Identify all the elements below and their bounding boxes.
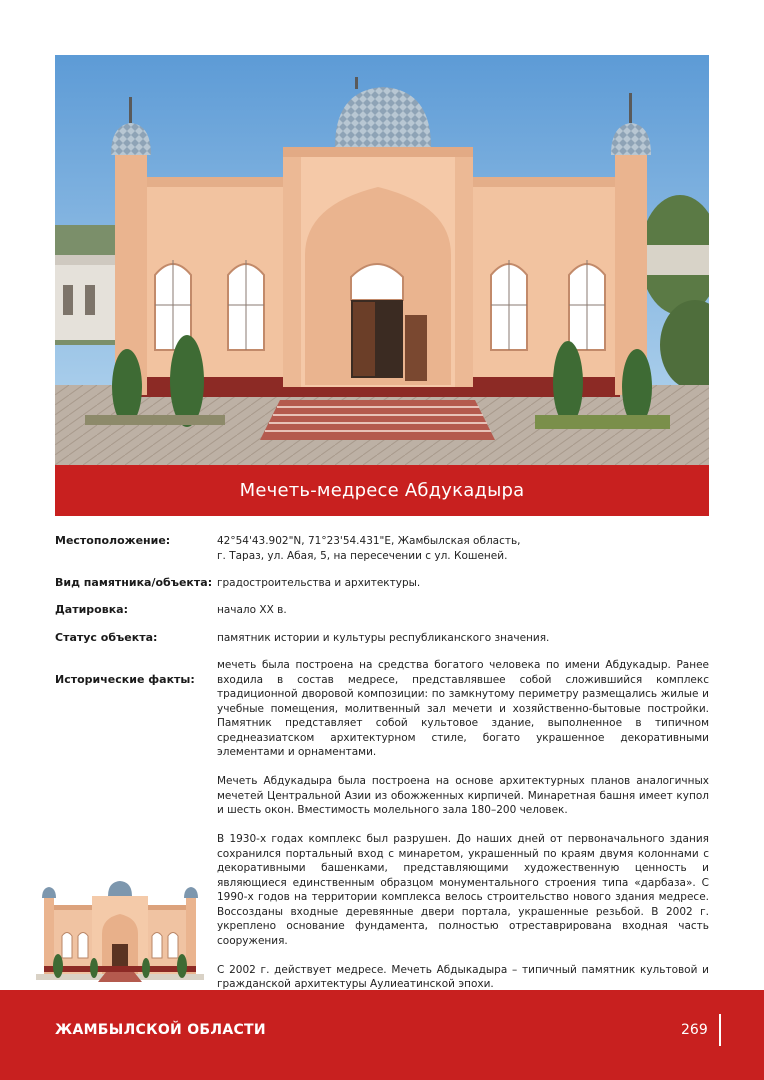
location-value — [217, 534, 709, 563]
page-title-band — [55, 465, 709, 516]
monument-type-value: градостроительства и архитектуры. — [217, 577, 421, 589]
location-line-2: г. Тараз, ул. Абая, 5, на пересечении с ул. Кошеней. — [217, 549, 508, 562]
page-number: 269 — [681, 1022, 708, 1038]
facts-paragraph: Мечеть Абдукадыра была построена на основе архитектурных планов аналогичных мечетей Центральной Азии из обожженных кирпичей. Минаретная башня имеет купол и шесть окон. Вместимость молельного зала 180–200 человек. — [217, 775, 709, 816]
facts-paragraph: С 2002 г. действует медресе. Мечеть Абдыкадыра – типичный памятник культовой и гражданской архитектуры Аулиеатинской эпохи. — [217, 963, 709, 990]
status-label: Статус объекта: — [55, 631, 158, 644]
mosque-illustration — [36, 878, 204, 982]
status-value: памятник истории и культуры республиканского значения. — [217, 632, 550, 644]
historical-facts-text — [217, 658, 709, 1006]
footer-divider — [719, 1014, 721, 1046]
mosque-photo-illustration — [55, 55, 709, 465]
historical-facts-label: Исторические факты: — [55, 673, 195, 686]
mosque-photo — [55, 55, 709, 465]
page-title: Мечеть-медресе Абдукадыра — [239, 480, 525, 501]
footer-region-title: ЖАМБЫЛСКОЙ ОБЛАСТИ — [55, 1022, 266, 1038]
facts-paragraph: В 1930-х годах комплекс был разрушен. До наших дней от первоначального здания сохранился портальный вход с минаретом, украшенный по краям двумя колоннами с декоративными башенками, представляющими художественную ценность и являющиеся единственным образцом монументального строения типа «дарбаза». С 1990-х годов на территории комплекса велось строительство нового здания медресе. Воссозданы входные деревянные двери портала, украшенные резьбой. В 2002 г. укреплено основание фундамента, полностью отреставрирована входная часть сооружения. — [217, 833, 709, 947]
monument-type-label: Вид памятника/объекта: — [55, 576, 213, 589]
location-label: Местоположение: — [55, 534, 171, 547]
dating-label: Датировка: — [55, 603, 128, 616]
location-line-1: 42°54'43.902"N, 71°23'54.431"E, Жамбылская область, — [217, 535, 521, 547]
dating-value: начало XX в. — [217, 604, 287, 616]
facts-paragraph: мечеть была построена на средства богатого человека по имени Абдукадыр. Ранее входила в состав медресе, представлявшее собой сложившийся комплекс традиционной дворовой композиции: по замкнутому периметру размещались жилые и учебные помещения, молитвенный зал мечети и хозяйственно-бытовые постройки. Памятник представляет собой культовое здание, выполненное в типичном среднеазиатском архитектурном стиле, богато украшенное декоративными элементами и орнаментами. — [217, 659, 709, 758]
mosque-drawing — [36, 878, 204, 982]
